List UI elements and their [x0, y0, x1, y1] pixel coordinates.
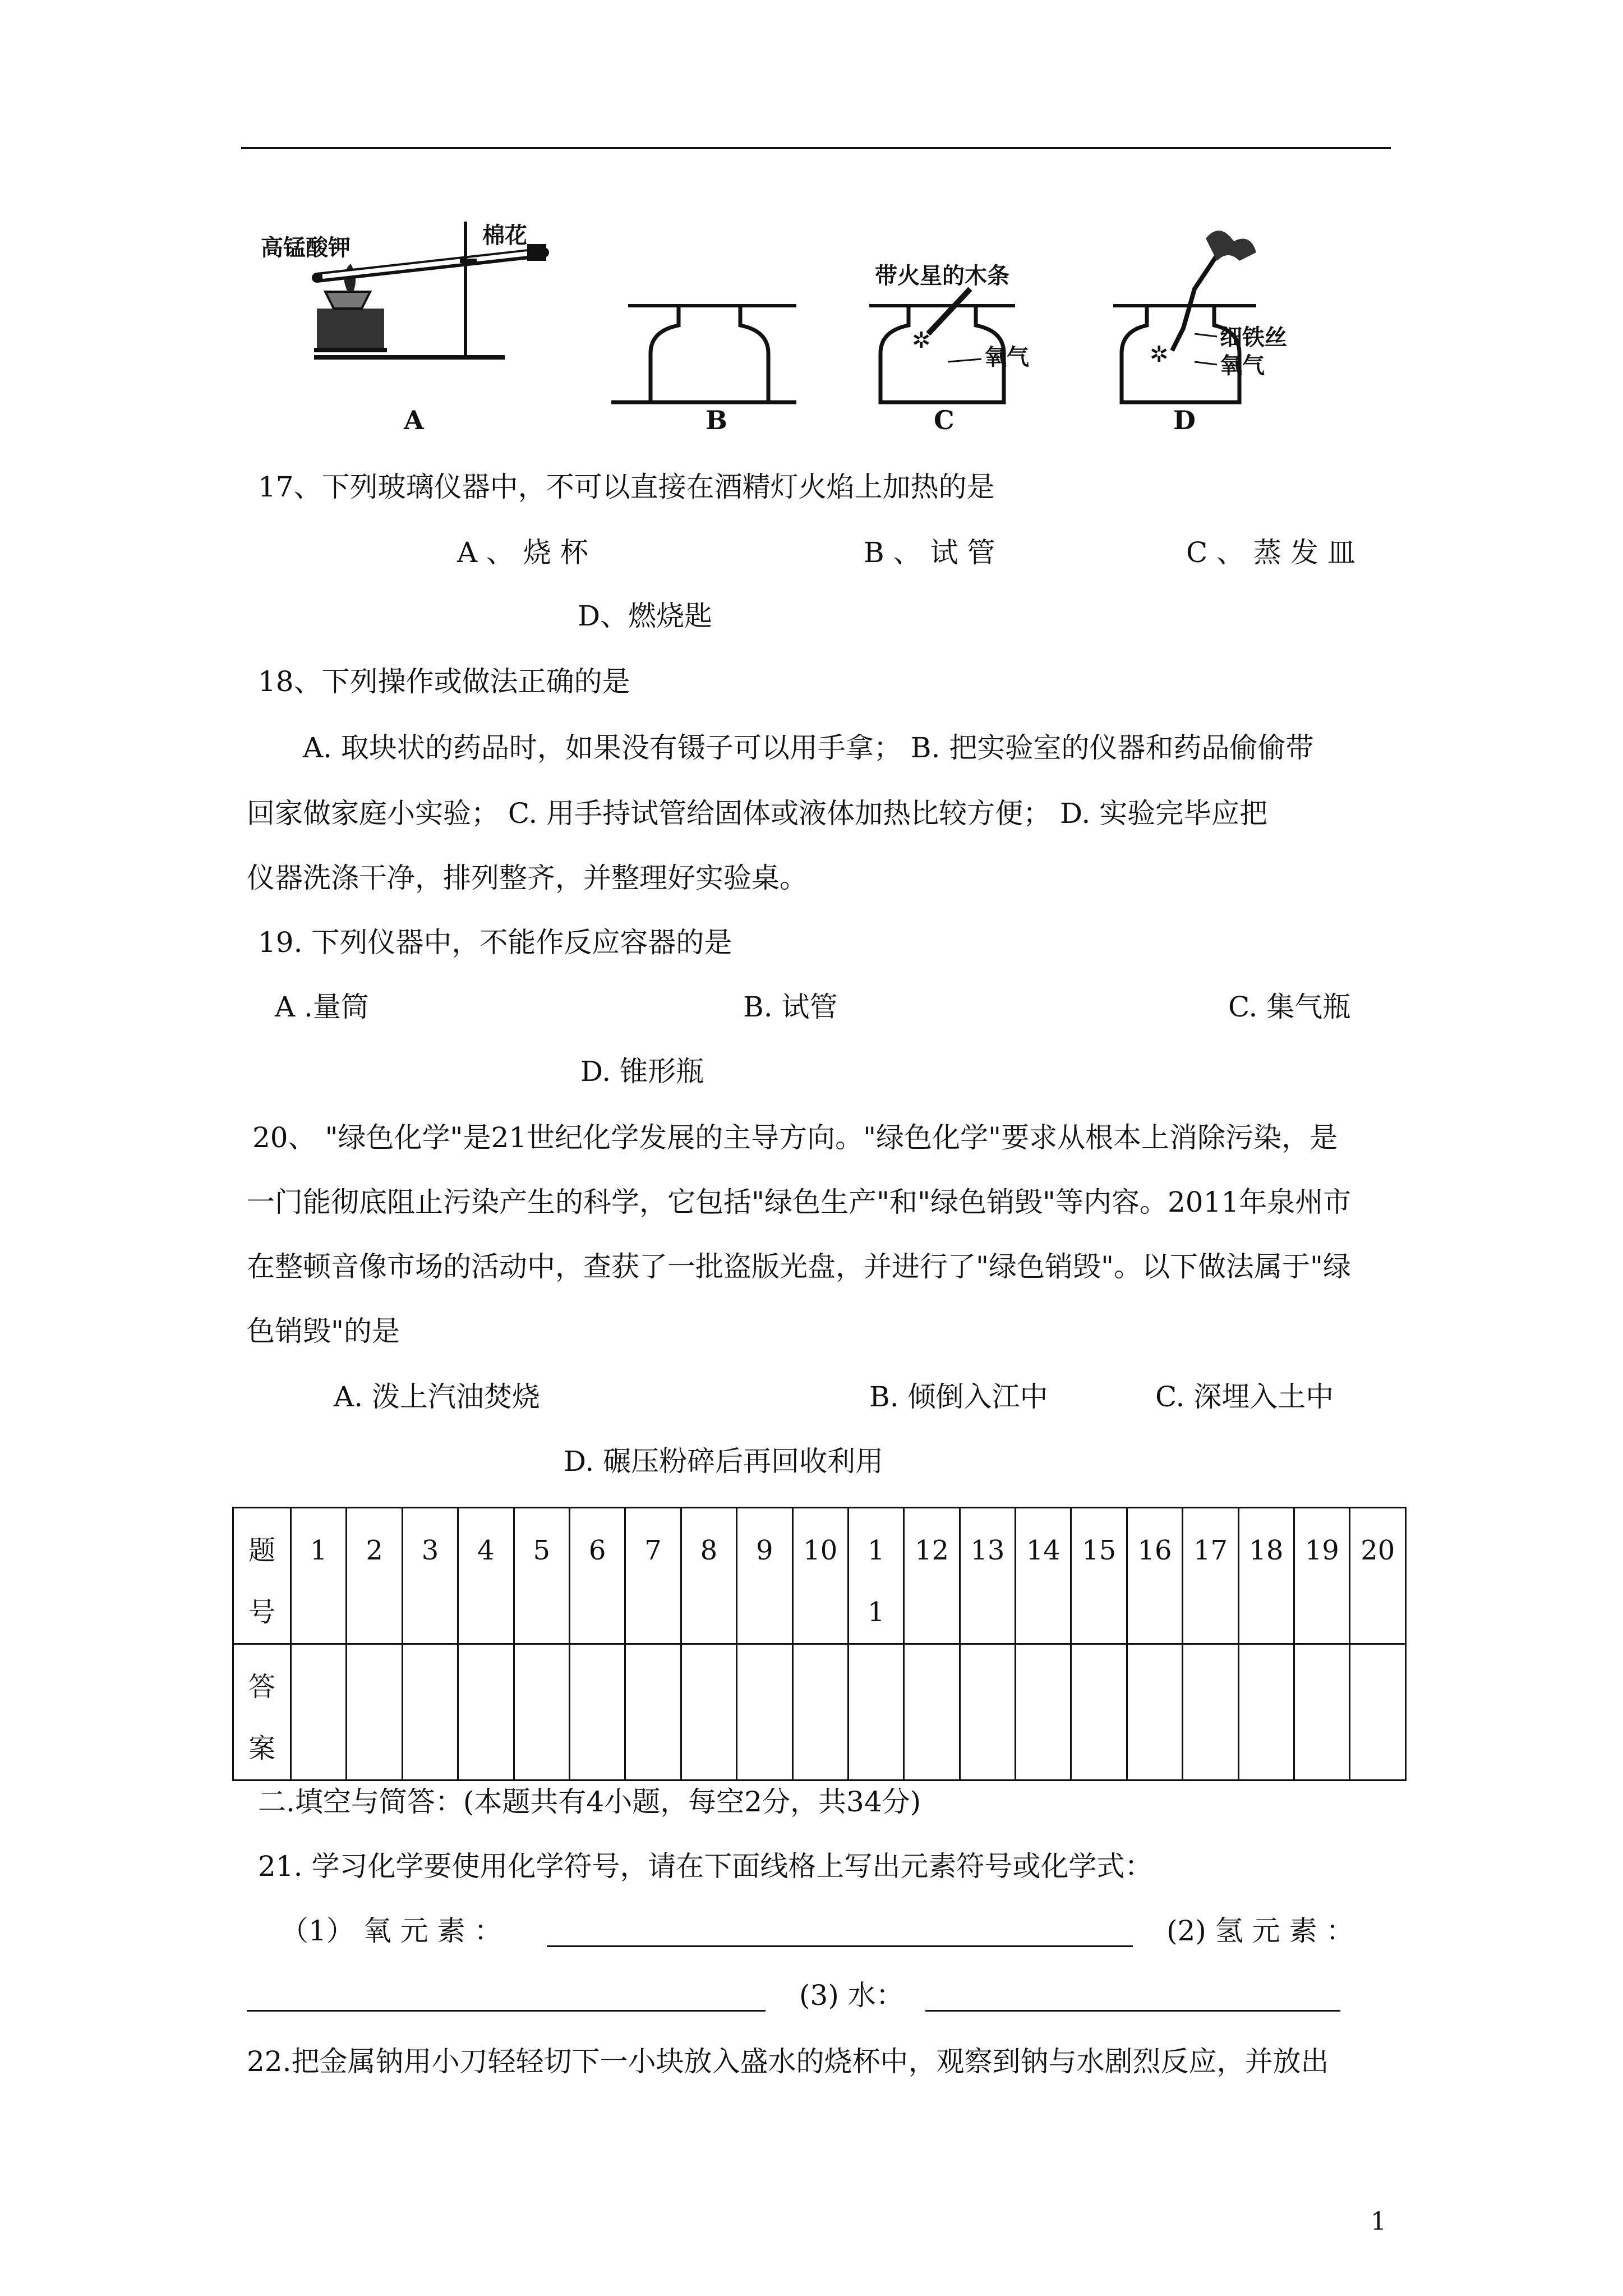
- table-cell-number: 3: [402, 1508, 458, 1644]
- stopper: [527, 244, 546, 261]
- table-cell-number: 19: [1294, 1508, 1350, 1644]
- q19-option-d: D. 锥形瓶: [580, 1055, 704, 1088]
- table-cell-number: 4: [458, 1508, 514, 1644]
- q17-option-c: C 、 蒸 发 皿: [1186, 536, 1355, 569]
- figure-a-block: [317, 309, 384, 348]
- figure-a-block-base: [314, 348, 387, 352]
- table-cell-number: 17: [1183, 1508, 1238, 1644]
- table-cell-number: 16: [1127, 1508, 1182, 1644]
- table-cell-number: 7: [625, 1508, 681, 1644]
- table-cell-number: 5: [514, 1508, 569, 1644]
- table-cell-number: 12: [904, 1508, 960, 1644]
- answer-cell[interactable]: [458, 1644, 514, 1780]
- bottle-b: [651, 306, 768, 402]
- table-cell-number: 18: [1238, 1508, 1294, 1644]
- q17-option-a: A 、 烧 杯: [457, 536, 588, 569]
- table-cell-number: 1 1: [848, 1508, 903, 1644]
- answer-cell[interactable]: [1238, 1644, 1294, 1780]
- table-cell-number: 6: [569, 1508, 625, 1644]
- q18-line-3: 仪器洗涤干净，排列整齐，并整理好实验桌。: [247, 862, 808, 894]
- q21-item-3-label: (3) 水：: [799, 1979, 904, 2012]
- label-oxygen-c: 氧气: [984, 344, 1029, 370]
- answer-cell[interactable]: [1350, 1644, 1406, 1780]
- q17-option-d: D、燃烧匙: [578, 600, 713, 632]
- answer-cell[interactable]: [1183, 1644, 1238, 1780]
- q20-option-c: C. 深埋入土中: [1155, 1381, 1334, 1413]
- section-2-title: 二.填空与简答：(本题共有4小题，每空2分，共34分): [258, 1786, 921, 1818]
- q17-stem: 17、下列玻璃仪器中，不可以直接在酒精灯火焰上加热的是: [258, 471, 995, 503]
- figure-a-letter: A: [404, 405, 424, 435]
- table-row-numbers: [233, 1508, 1406, 1644]
- header-rule: [241, 147, 1391, 149]
- alcohol-lamp: [325, 292, 370, 309]
- q20-line-4: 色销毁"的是: [247, 1315, 400, 1347]
- answer-cell[interactable]: [792, 1644, 848, 1780]
- spark-icon: ✲: [912, 328, 931, 353]
- answer-cell[interactable]: [1294, 1644, 1350, 1780]
- figure-c: [869, 263, 1029, 435]
- figure-b-letter: B: [706, 405, 727, 435]
- table-cell-number: 13: [960, 1508, 1015, 1644]
- answer-cell[interactable]: [1071, 1644, 1127, 1780]
- page-number: 1: [1371, 2207, 1386, 2236]
- answer-cell[interactable]: [347, 1644, 402, 1780]
- answer-cell[interactable]: [904, 1644, 960, 1780]
- figure-d: [1113, 231, 1287, 435]
- q17-option-b: B 、 试 管: [864, 536, 995, 569]
- q21-blank-hydrogen[interactable]: [247, 2010, 766, 2012]
- leader-line-c: [948, 359, 981, 362]
- q21-stem: 21. 学习化学要使用化学符号，请在下面线格上写出元素符号或化学式：: [258, 1850, 1153, 1883]
- q20-option-d: D. 碾压粉碎后再回收利用: [564, 1445, 884, 1478]
- label-oxygen-d: 氧气: [1220, 353, 1265, 379]
- q22-line-1: 22.把金属钠用小刀轻轻切下一小块放入盛水的烧杯中，观察到钠与水剧烈反应，并放出: [247, 2045, 1329, 2078]
- test-tube-inner: [322, 253, 533, 277]
- leader-line-d1: [1195, 334, 1217, 337]
- wooden-splint: [928, 289, 970, 334]
- answer-cell[interactable]: [514, 1644, 569, 1780]
- q20-line-3: 在整顿音像市场的活动中，查获了一批盗版光盘，并进行了"绿色销毁"。以下做法属于"绿: [247, 1250, 1351, 1283]
- q20-option-a: A. 泼上汽油焚烧: [334, 1381, 540, 1413]
- answer-cell[interactable]: [625, 1644, 681, 1780]
- q19-option-a: A .量筒: [275, 991, 369, 1023]
- q20-line-1: 20、 "绿色化学"是21世纪化学发展的主导方向。"绿色化学"要求从根本上消除污染，是: [252, 1121, 1338, 1154]
- q21-item-2-label: (2) 氢 元 素 ：: [1166, 1915, 1354, 1947]
- answer-cell[interactable]: [291, 1644, 347, 1780]
- answer-cell[interactable]: [1127, 1644, 1182, 1780]
- q19-option-c: C. 集气瓶: [1228, 991, 1351, 1023]
- row-header-answer: 答 案: [233, 1644, 291, 1780]
- q18-line-1: A. 取块状的药品时，如果没有镊子可以用手拿； B. 把实验室的仪器和药品偷偷带: [303, 731, 1314, 764]
- row-header-number: 题 号: [233, 1508, 291, 1644]
- leader-line-d2: [1195, 362, 1217, 365]
- answer-table: [232, 1507, 1407, 1781]
- figure-a: [261, 222, 546, 435]
- figure-d-letter: D: [1173, 405, 1196, 435]
- label-cotton: 棉花: [482, 223, 527, 249]
- label-splint: 带火星的木条: [875, 263, 1009, 289]
- q18-stem: 18、下列操作或做法正确的是: [258, 665, 630, 698]
- figure-c-letter: C: [934, 405, 955, 435]
- figure-b: [611, 306, 796, 435]
- q21-blank-water[interactable]: [925, 2010, 1340, 2012]
- table-cell-number: 10: [792, 1508, 848, 1644]
- tongs-icon: [1206, 231, 1256, 261]
- q21-item-1-label: （1） 氧 元 素 ：: [280, 1915, 502, 1947]
- answer-cell[interactable]: [681, 1644, 736, 1780]
- q18-line-2: 回家做家庭小实验； C. 用手持试管给固体或液体加热比较方便； D. 实验完毕应把: [247, 797, 1268, 830]
- apparatus-figures: [241, 199, 1335, 440]
- q21-blank-oxygen[interactable]: [547, 1945, 1133, 1947]
- table-cell-number: 15: [1071, 1508, 1127, 1644]
- table-cell-number: 8: [681, 1508, 736, 1644]
- label-wire: 细铁丝: [1220, 325, 1287, 351]
- q19-stem: 19. 下列仪器中，不能作反应容器的是: [258, 926, 732, 959]
- answer-cell[interactable]: [737, 1644, 792, 1780]
- table-row-answers: [233, 1644, 1406, 1780]
- q20-line-2: 一门能彻底阻止污染产生的科学，它包括"绿色生产"和"绿色销毁"等内容。2011年泉州市: [247, 1186, 1352, 1218]
- q20-option-b: B. 倾倒入江中: [869, 1381, 1048, 1413]
- answer-cell[interactable]: [960, 1644, 1015, 1780]
- label-kmno4: 高锰酸钾: [261, 235, 351, 261]
- q19-option-b: B. 试管: [743, 991, 838, 1023]
- answer-cell[interactable]: [848, 1644, 903, 1780]
- table-cell-number: 9: [737, 1508, 792, 1644]
- table-cell-number: 2: [347, 1508, 402, 1644]
- answer-cell[interactable]: [402, 1644, 458, 1780]
- table-cell-number: 20: [1350, 1508, 1406, 1644]
- spark-icon-d: ✲: [1150, 342, 1169, 367]
- table-cell-number: 14: [1016, 1508, 1071, 1644]
- table-cell-number: 1: [291, 1508, 347, 1644]
- answer-cell[interactable]: [569, 1644, 625, 1780]
- answer-cell[interactable]: [1016, 1644, 1071, 1780]
